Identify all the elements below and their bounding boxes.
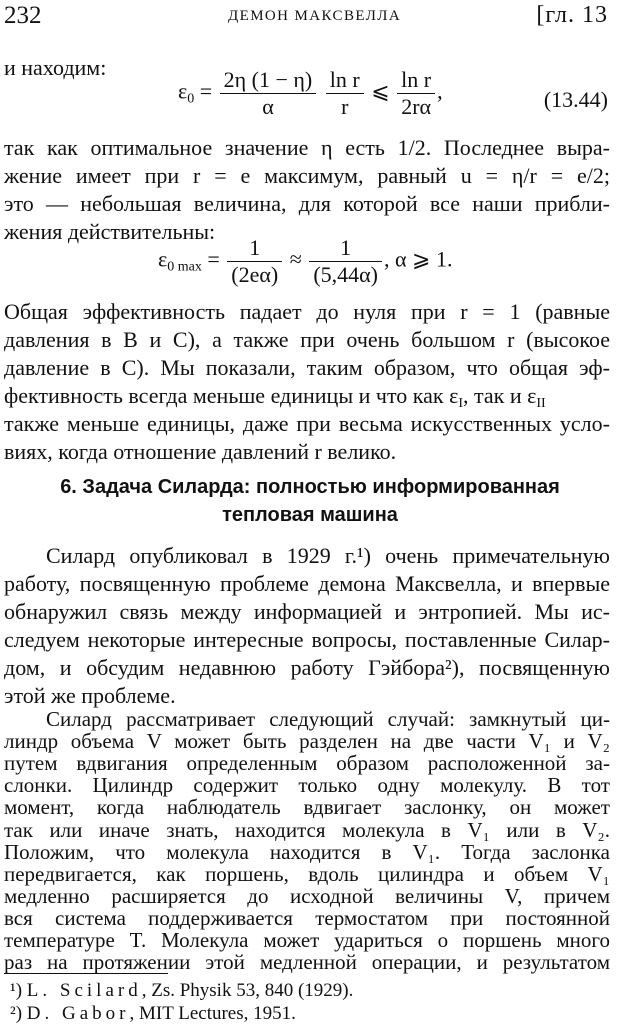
fraction-denominator: α — [262, 94, 274, 119]
eq-subscript: II — [536, 396, 546, 411]
text-line: это — небольшая величина, для которой все наши прибли- — [4, 191, 610, 216]
text-line: следуем некоторые интересные вопросы, поставленные Силар- — [4, 627, 610, 652]
text-line: дом, и обсудим недавнюю работу Гэйбора²), посвященную — [4, 655, 610, 680]
fraction-numerator: 1 — [309, 236, 382, 262]
eq-subscript: 0 — [187, 91, 195, 107]
fraction — [397, 68, 435, 119]
footnote-mark: ¹) — [10, 980, 23, 1001]
fraction-denominator: (2eα) — [231, 262, 279, 287]
text-line: Общая эффективность падает до нуля при r = 1 (равные — [4, 299, 610, 324]
fraction-numerator: 2η (1 − η) — [220, 68, 317, 94]
text-line: линдр объема V может быть разделен на две части V₁ и V₂ — [4, 729, 610, 754]
footnote-1 — [10, 980, 353, 1002]
fraction-denominator: 2rα — [401, 94, 432, 119]
page-number: 232 — [4, 2, 42, 29]
text-line: давления в B и C), а также при очень большом r (высокое — [4, 327, 610, 352]
eq-punctuation: , — [437, 78, 443, 104]
eq-symbol: ε — [178, 78, 188, 104]
text-line: так или иначе знать, находится молекула в V₁ или в V₂. — [4, 817, 610, 842]
fraction-numerator: 1 — [227, 236, 282, 262]
fraction-denominator: r — [341, 94, 349, 119]
footnote-citation: , Zs. Physik 53, 840 (1929). — [141, 980, 354, 1001]
eq-relation: ≈ — [289, 246, 302, 272]
text-line: так как оптимальное значение η есть 1/2. Последнее выра- — [4, 135, 610, 160]
text-fragment: , так и ε — [463, 383, 537, 408]
text-line: вся система поддерживается термостатом при постоянной — [4, 905, 610, 930]
equation-number: (13.44) — [543, 87, 608, 112]
fraction — [227, 236, 282, 287]
text-line: слонки. Цилиндр содержит только одну молекулу. В тот — [4, 773, 610, 798]
section-heading-line2: тепловая машина — [222, 504, 398, 526]
text-line: температуре T. Молекула может удариться о поршень много — [4, 928, 610, 952]
eq-subscript: I — [458, 396, 463, 411]
fraction — [326, 68, 364, 119]
equation-eps-max: $\varepsilon_{0 max}$ = $\frac{1}{(2e\alpha)}$ ≈ $\frac{1}{(5,44\alpha)}$ , α ⩾ 1. — [158, 235, 453, 287]
text-line: медленно расширяется до исходной величины V, причем — [4, 883, 610, 908]
running-header — [0, 2, 620, 32]
fraction — [220, 68, 317, 119]
section-heading-line1: 6. Задача Силарда: полностью информированная — [60, 476, 560, 498]
text-line: давление в C). Мы показали, таким образом, что общая эф- — [4, 355, 610, 380]
text-line: путем вдвигания определенным образом расположенной за- — [4, 751, 610, 776]
text-line: работу, посвященную проблеме демона Максвелла, и впервые — [4, 571, 610, 596]
text-line: раз на протяжении этой медленной операции, и результатом — [4, 950, 610, 975]
text-fragment: фективность всегда меньше единицы и что как ε — [4, 383, 459, 408]
text-line: передвигается, как поршень, вдоль цилиндра и объем V₁ — [4, 861, 610, 886]
eq-subscript: 0 max — [167, 259, 202, 275]
fraction-numerator: ln r — [397, 68, 435, 94]
text-line: Силард опубликовал в 1929 г.¹) очень примечательную — [46, 543, 610, 568]
text-line: Силард рассматривает следующий случай: замкнутый ци- — [46, 707, 610, 731]
text-line: этой же проблеме. — [4, 683, 176, 708]
text-line: Положим, что молекула находится в V₁. Тогда заслонка — [4, 839, 610, 864]
eq-relation: ⩽ — [371, 78, 390, 104]
fraction-denominator: (5,44α) — [313, 262, 378, 287]
eq-symbol: ε — [158, 246, 168, 272]
chapter-marker: [гл. 13 — [536, 2, 608, 28]
text-line: также меньше единицы, даже при весьма искусственных усло- — [4, 411, 610, 436]
text-line: жение имеет при r = e максимум, равный u = η/r = e/2; — [4, 163, 610, 188]
text-line: обнаружил связь между информацией и энтропией. Мы ис- — [4, 599, 610, 624]
text-line: момент, когда наблюдатель вдвигает заслонку, он может — [4, 795, 610, 820]
fraction-numerator: ln r — [326, 68, 364, 94]
footnote-author: L. Scilard — [26, 980, 142, 1001]
fraction — [309, 236, 382, 287]
footnote-mark: ²) — [10, 1003, 23, 1024]
eq-condition: , α ⩾ 1. — [384, 246, 453, 272]
footnote-citation: , MIT Lectures, 1951. — [129, 1003, 296, 1024]
footnote-author: D. Gabor — [26, 1003, 130, 1024]
footnote-2 — [10, 1003, 296, 1025]
text-line: жения действительны: — [4, 219, 216, 244]
running-title: ДЕМОН МАКСВЕЛЛА — [228, 8, 402, 24]
text-line: виях, когда отношение давлений r велико. — [4, 439, 397, 464]
text-line: и находим: — [4, 55, 107, 80]
equation-13-44: $\varepsilon_0$ = $\frac{2\eta (1 - \eta)}{\alpha}$ $\frac{\text{ln r}}{r}$ ⩽ $\frac{\text{ln r}}{2r\alpha}$ , — [178, 67, 443, 119]
